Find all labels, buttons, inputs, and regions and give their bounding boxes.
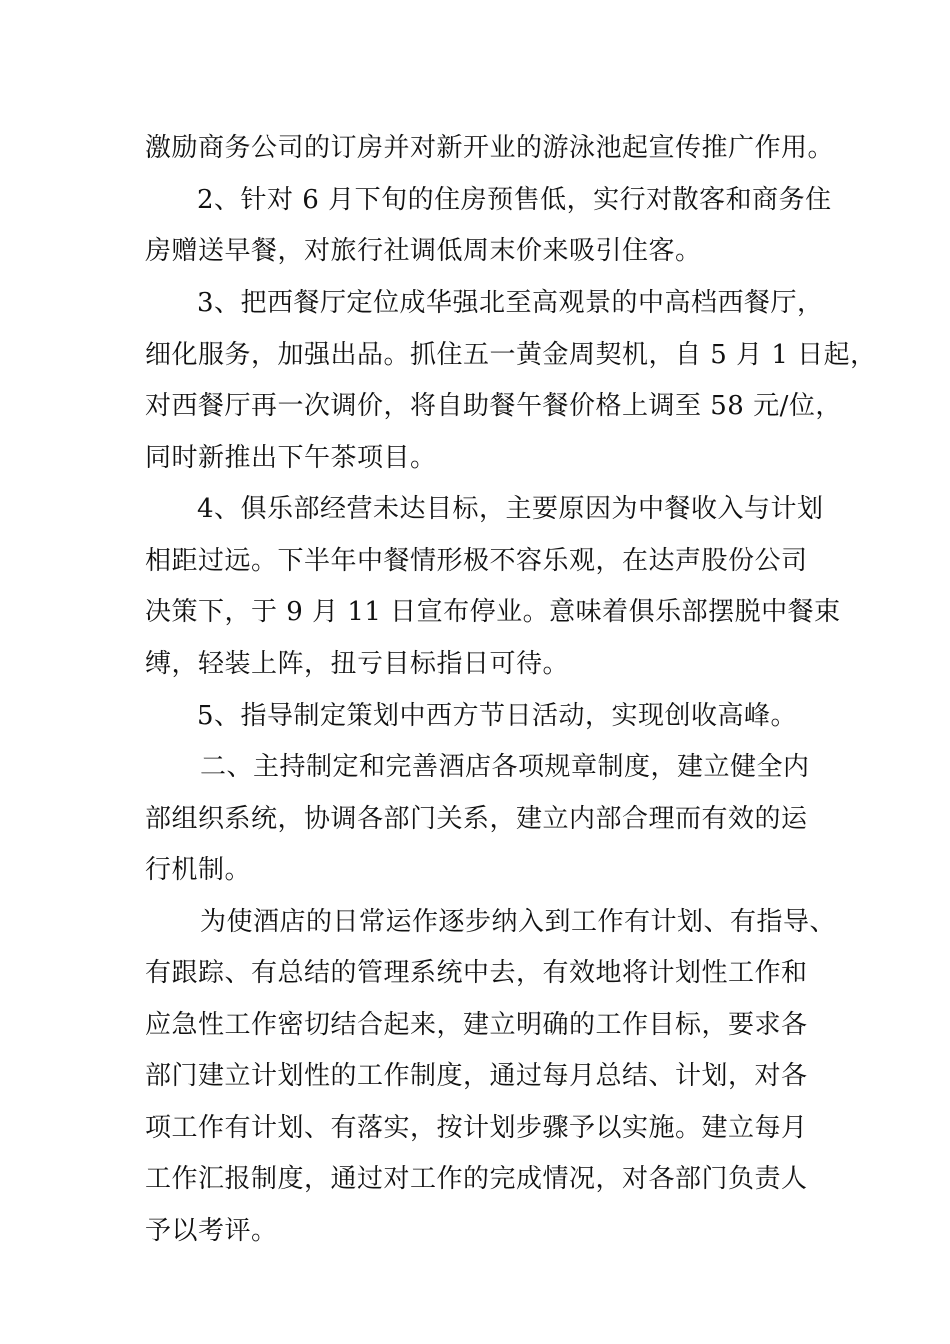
section-heading: 二、主持制定和完善酒店各项规章制度，建立健全内 <box>200 752 810 782</box>
text-line: 予以考评。 <box>145 1216 278 1246</box>
text-line: 房赠送早餐，对旅行社调低周末价来吸引住客。 <box>145 236 702 266</box>
text-line: 项工作有计划、有落实，按计划步骤予以实施。建立每月 <box>145 1113 808 1143</box>
text-line: 部组织系统，协调各部门关系，建立内部合理而有效的运 <box>145 804 808 834</box>
text-line: 缚，轻装上阵，扭亏目标指日可待。 <box>145 649 570 679</box>
text-line: 应急性工作密切结合起来，建立明确的工作目标，要求各 <box>145 1010 808 1040</box>
text-line: 激励商务公司的订房并对新开业的游泳池起宣传推广作用。 <box>145 133 835 163</box>
text-line: 行机制。 <box>145 855 252 885</box>
text-line: 3、把西餐厅定位成华强北至高观景的中高档西餐厅， <box>197 288 824 318</box>
text-line: 对西餐厅再一次调价，将自助餐午餐价格上调至 58 元/位， <box>145 391 842 421</box>
text-line: 有跟踪、有总结的管理系统中去，有效地将计划性工作和 <box>145 958 808 988</box>
text-line: 2、针对 6 月下旬的住房预售低，实行对散客和商务住 <box>197 185 832 215</box>
text-line: 相距过远。下半年中餐情形极不容乐观，在达声股份公司 <box>145 546 808 576</box>
text-line: 为使酒店的日常运作逐步纳入到工作有计划、有指导、 <box>200 907 837 937</box>
text-line: 4、俱乐部经营未达目标，主要原因为中餐收入与计划 <box>197 494 824 524</box>
text-line: 决策下，于 9 月 11 日宣布停业。意味着俱乐部摆脱中餐束 <box>145 597 841 627</box>
text-line: 工作汇报制度，通过对工作的完成情况，对各部门负责人 <box>145 1164 808 1194</box>
text-line: 同时新推出下午茶项目。 <box>145 443 437 473</box>
text-line: 部门建立计划性的工作制度，通过每月总结、计划，对各 <box>145 1061 808 1091</box>
text-line: 细化服务，加强出品。抓住五一黄金周契机，自 5 月 1 日起， <box>145 340 877 370</box>
text-line: 5、指导制定策划中西方节日活动，实现创收高峰。 <box>197 701 798 731</box>
